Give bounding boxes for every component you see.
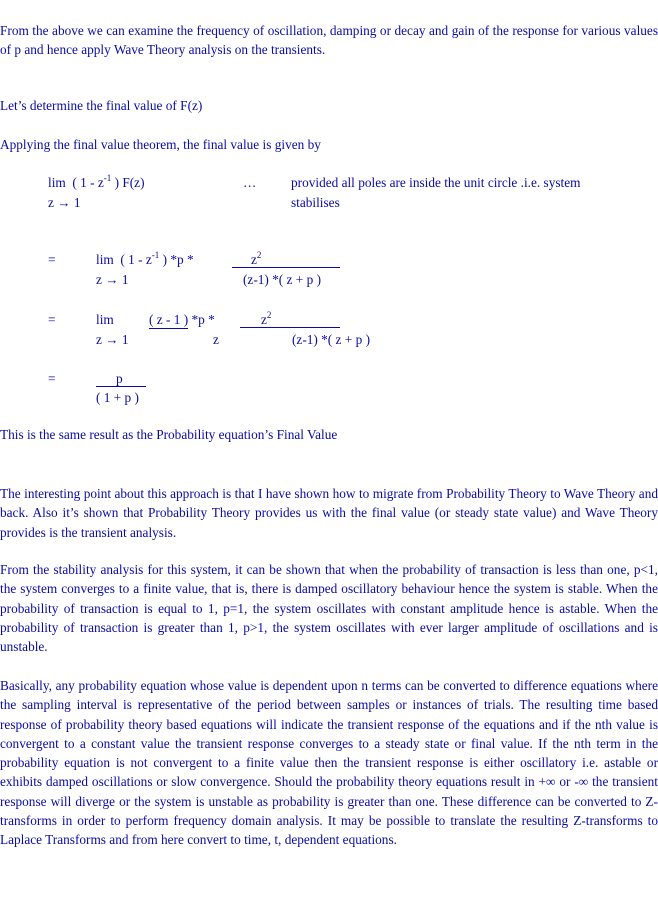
eq1-expr-a: ( 1 - z xyxy=(72,175,104,190)
eq3-multiply: *p * xyxy=(191,312,215,327)
eq2-expr-a: ( 1 - z xyxy=(120,252,152,267)
eq1-exponent: -1 xyxy=(103,173,112,183)
eq2-denominator: (z-1) *( z + p ) xyxy=(243,272,322,287)
basically-paragraph: Basically, any probability equation whose value is dependent upon n terms can be converted to difference equations where the sampling interval is representative of the period between samples or instances of trials. The resulting time based response of probability theory based equations will indicate the transient response of the equations and if the nth value is convergent to a constant value the transient response converges to a steady state or final value. If the nth term in the probability equation is not convergent to a finite value then the transient response is either oscillatory i.e. astable or exhibits damped oscillations or slow convergence. Should the probability theory equations result in +∞ or -∞ the transient response will diverge or the system is unstable as probability is greater than one. These difference can be converted to Z-transforms in order to perform frequency domain analysis. It may be possible to translate the resulting Z-transforms to Laplace Transforms and from here convert to time, t, dependent equations. xyxy=(0,678,658,848)
eq3-num-exponent: 2 xyxy=(266,310,272,320)
eq3-first-fraction xyxy=(149,311,215,329)
eq2-expression xyxy=(96,251,194,269)
eq3-denominator: (z-1) *( z + p ) xyxy=(292,332,371,347)
eq1-dots: … xyxy=(243,175,257,190)
eq3-frac1-numerator: ( z - 1 ) xyxy=(149,312,189,327)
eq1-expression xyxy=(48,174,145,192)
eq4-fraction-bar xyxy=(96,386,146,387)
eq2-exponent: -1 xyxy=(151,250,160,260)
eq2-fraction-bar xyxy=(232,267,340,268)
eq3-lim: lim xyxy=(96,312,114,327)
eq3-frac1-denominator: z xyxy=(213,332,219,347)
eq2-expr-b: ) *p * xyxy=(162,252,194,267)
eq4-denominator: ( 1 + p ) xyxy=(96,390,139,405)
stability-paragraph: From the stability analysis for this system, it can be shown that when the probability of transaction is less than one, p<1, the system converges to a finite value, that is, there is damped oscillatory behaviour hence the system is stable. When the probability of transaction is equal to 1, p=1, the system oscillates with constant amplitude hence is astable. When the probability of transaction is greater than 1, p>1, the system oscillates with ever larger amplitude of oscillations and is unstable. xyxy=(0,562,658,655)
eq1-subscript: z → 1 xyxy=(48,195,81,210)
interesting-paragraph: The interesting point about this approach is that I have shown how to migrate from Probability Theory to Wave Theory and back. Also it’s shown that Probability Theory provides us with the final value (or steady state value) and Wave Theory provides is the transient analysis. xyxy=(0,486,658,540)
eq3-num-base: z xyxy=(261,312,267,327)
eq1-note-line1: provided all poles are inside the unit circle .i.e. system xyxy=(291,175,581,190)
intro-paragraph: From the above we can examine the frequency of oscillation, damping or decay and gain of the response for various values of p and hence apply Wave Theory analysis on the transients. xyxy=(0,23,658,58)
eq1-note-line2: stabilises xyxy=(291,195,340,210)
determine-heading: Let’s determine the final value of F(z) xyxy=(0,98,203,113)
eq2-lim: lim xyxy=(96,252,114,267)
eq1-lim: lim xyxy=(48,175,66,190)
eq3-equals: = xyxy=(48,312,56,327)
eq2-subscript: z → 1 xyxy=(96,272,129,287)
same-result-text: This is the same result as the Probability equation’s Final Value xyxy=(0,427,338,442)
applying-text: Applying the final value theorem, the final value is given by xyxy=(0,137,321,152)
eq2-num-base: z xyxy=(251,252,257,267)
eq2-equals: = xyxy=(48,252,56,267)
eq4-numerator: p xyxy=(116,371,123,386)
eq1-expr-b: ) F(z) xyxy=(114,175,145,190)
eq3-subscript: z → 1 xyxy=(96,332,129,347)
eq3-fraction-bar xyxy=(240,327,340,328)
eq4-equals: = xyxy=(48,371,56,386)
eq2-num-exponent: 2 xyxy=(256,250,262,260)
